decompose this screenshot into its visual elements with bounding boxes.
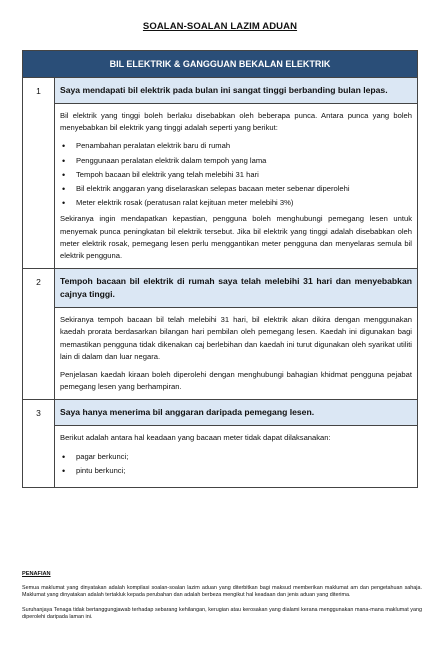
- table-header: BIL ELEKTRIK & GANGGUAN BEKALAN ELEKTRIK: [23, 51, 417, 78]
- bullet-item: • Tempoh bacaan bil elektrik yang telah melebihi 31 hari: [76, 169, 412, 181]
- faq-question: Tempoh bacaan bil elektrik di rumah saya telah melebihi 31 hari dan menyebabkan cajnya tinggi.: [55, 269, 417, 308]
- answer-intro: Berikut adalah antara hal keadaan yang bacaan meter tidak dapat dilaksanakan:: [60, 433, 331, 443]
- faq-answer: [55, 426, 417, 487]
- faq-question: Saya hanya menerima bil anggaran daripada pemegang lesen.: [55, 400, 417, 426]
- answer-paragraph: Sekiranya tempoh bacaan bil telah melebihi 31 hari, bil elektrik akan dikira dengan menggunakan kaedah prorata berdasarkan bilangan hari pembilan oleh pemegang lesen. Kaedah ini digunakan bagi memastikan pengguna tidak dikenakan caj berlebihan dan kaedah ini turut digunakan oleh syarikat utiliti lain di dalam dan luar negara.: [60, 315, 412, 361]
- answer-intro: Bil elektrik yang tinggi boleh berlaku disebabkan oleh beberapa punca. Antara punca yang boleh menyebabkan bil elektrik yang tinggi adalah seperti yang berikut:: [60, 111, 412, 133]
- faq-row-1: [23, 78, 417, 269]
- bullet-item: • Bil elektrik anggaran yang diselaraskan selepas bacaan meter sebenar diperolehi: [76, 183, 412, 195]
- faq-row-2: [23, 269, 417, 400]
- answer-paragraph: Penjelasan kaedah kiraan boleh diperolehi dengan menghubungi bahagian khidmat pengguna pejabat pemegang lesen yang berhampiran.: [60, 370, 412, 392]
- faq-answer: [55, 104, 417, 268]
- faq-number: 2: [23, 269, 55, 399]
- bullet-item: • pintu berkunci;: [76, 465, 412, 477]
- document-title: SOALAN-SOALAN LAZIM ADUAN: [142, 21, 298, 32]
- disclaimer-paragraph: Semua maklumat yang dinyatakan adalah kompilasi soalan-soalan lazim aduan yang diterbitkan bagi maksud memberikan maklumat am dan pengetahuan sahaja. Maklumat yang dinyatakan adalah tertakluk kepada perubahan dan adalah berbeza mengikut hal keadaan dan jenis aduan yang diterima.: [22, 585, 422, 599]
- answer-closing: Sekiranya ingin mendapatkan kepastian, pengguna boleh menghubungi pemegang lesen untuk menyemak punca peningkatan bil elektrik tersebut. Jika bil elektrik yang tinggi adalah disebabkan oleh meter elektrik rosak, pemegang lesen perlu menggantikan meter pengguna dan menyelaras semula bil elektrik pengguna.: [60, 214, 412, 261]
- faq-table: [22, 50, 418, 488]
- faq-number: 1: [23, 78, 55, 268]
- disclaimer-heading: PENAFIAN: [22, 571, 51, 577]
- faq-question: Saya mendapati bil elektrik pada bulan ini sangat tinggi berbanding bulan lepas.: [55, 78, 417, 104]
- answer-bullet-list: [60, 140, 412, 209]
- bullet-item: • Penggunaan peralatan elektrik dalam tempoh yang lama: [76, 155, 412, 167]
- bullet-item: • pagar berkunci;: [76, 451, 412, 463]
- bullet-item: • Penambahan peralatan elektrik baru di rumah: [76, 140, 412, 152]
- bullet-item: • Meter elektrik rosak (peratusan ralat kejituan meter melebihi 3%): [76, 197, 412, 209]
- answer-bullet-list: [60, 451, 412, 477]
- faq-answer: [55, 308, 417, 399]
- disclaimer: [22, 571, 422, 628]
- disclaimer-paragraph: Suruhanjaya Tenaga tidak bertanggungjawab terhadap sebarang kehilangan, kerugian atau kerosakan yang dialami kerana menggunakan mana-mana maklumat yang diperolehi daripada laman ini.: [22, 606, 422, 620]
- faq-number: 3: [23, 400, 55, 487]
- faq-row-3: [23, 400, 417, 487]
